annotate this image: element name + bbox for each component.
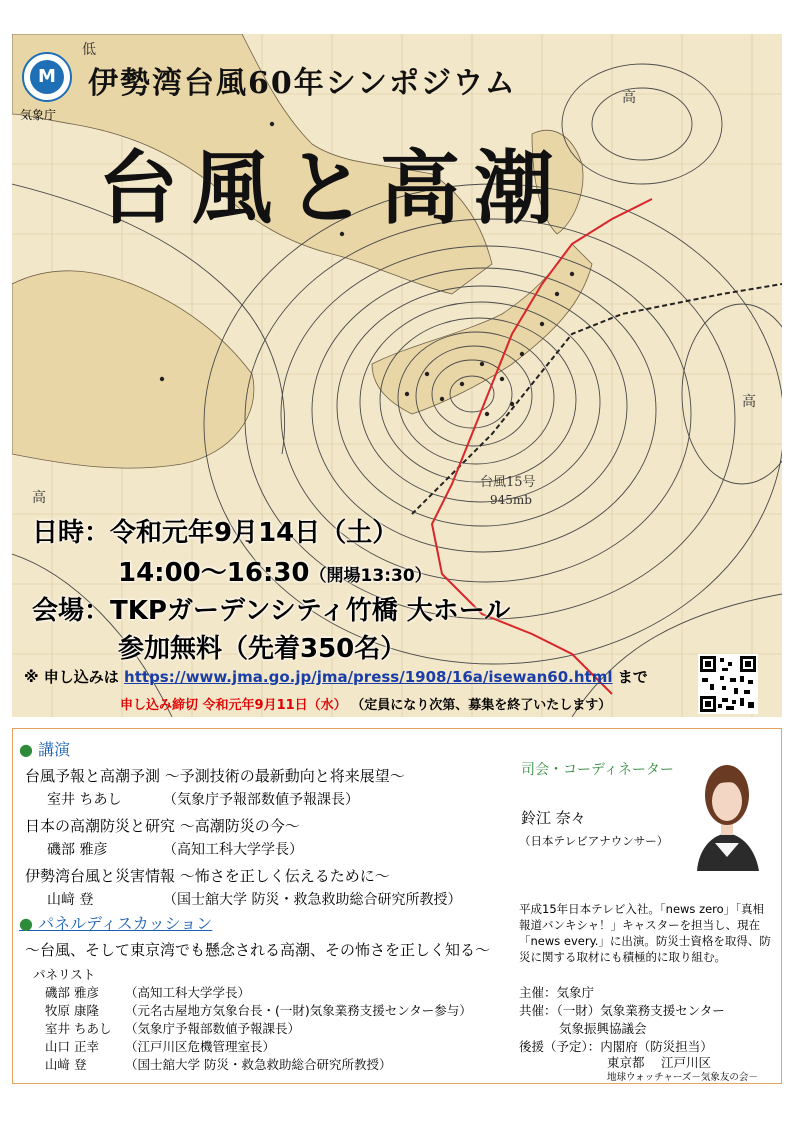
lecture-3-title: 伊勢湾台風と災害情報 〜怖さを正しく伝えるために〜 <box>25 867 390 885</box>
qr-code-icon <box>700 656 756 712</box>
map-label-high-3: 高 <box>32 490 46 506</box>
lectures-heading <box>19 737 70 760</box>
panelist-1-affiliation: （高知工科大学学長） <box>125 985 251 1000</box>
coordinator-affiliation: （日本テレビアナウンサー） <box>519 834 669 848</box>
symposium-subtitle: 伊勢湾台風60年シンポジウム <box>88 66 517 101</box>
organizer-support-1: 後援（予定）：内閣府（防災担当） <box>519 1039 713 1054</box>
lecture-1-title: 台風予報と高潮予測 〜予測技術の最新動向と将来展望〜 <box>25 767 405 785</box>
map-label-typhoon: 台風15号 <box>480 475 536 490</box>
application-link[interactable]: https://www.jma.go.jp/jma/press/1908/16a/isewan60.html <box>124 668 613 686</box>
jma-logo <box>22 52 72 102</box>
jma-logo-mark: M <box>30 60 64 94</box>
organizer-support-2: 東京都 江戸川区 <box>607 1055 711 1070</box>
event-fee: 参加無料（先着350名） <box>118 634 407 664</box>
application-line <box>24 666 648 687</box>
lecture-1-affiliation: （気象庁予報部数値予報課長） <box>163 792 359 808</box>
lecture-3-speaker: 山﨑 登 <box>47 892 94 908</box>
panel-heading <box>19 911 212 934</box>
symposium-title: 台風と高潮 <box>98 141 568 235</box>
lecture-3-affiliation: （国士舘大学 防災・救急救助総合研究所教授） <box>163 892 462 908</box>
organizer-support-3: 地球ウォッチャーズ－気象友の会－ <box>607 1072 758 1083</box>
coordinator-label: 司会・コーディネーター <box>521 762 674 778</box>
panel-heading-text: パネルディスカッション <box>38 914 213 933</box>
event-doors-open: （開場13:30） <box>309 566 432 586</box>
coordinator-bio-line-1: 平成15年日本テレビ入社。「news zero」「真相 <box>519 902 764 916</box>
hero-weather-map <box>12 34 782 717</box>
panelist-3-affiliation: （気象庁予報部数値予報課長） <box>125 1021 301 1036</box>
panelist-5-affiliation: （国士舘大学 防災・救急救助総合研究所教授） <box>125 1057 392 1072</box>
panelist-4-affiliation: （江戸川区危機管理室長） <box>125 1039 276 1054</box>
lecture-2-title: 日本の高潮防災と研究 〜高潮防災の今〜 <box>25 817 300 835</box>
lecture-2-affiliation: （高知工科大学学長） <box>163 842 303 858</box>
event-date: 日時：令和元年9月14日（土） <box>32 518 399 548</box>
event-venue: 会場：TKPガーデンシティ竹橋 大ホール <box>32 596 511 626</box>
program-panel <box>12 728 782 1084</box>
bullet-icon: ● <box>19 914 33 933</box>
panelist-4-name: 山口 正幸 <box>45 1039 99 1054</box>
panelist-2-affiliation: （元名古屋地方気象台長・(一財)気象業務支援センター参与） <box>125 1003 472 1018</box>
qr-code[interactable] <box>698 654 758 714</box>
deadline-line <box>120 694 611 713</box>
coordinator-bio-line-4: 災に関する取材にも積極的に取り組む。 <box>519 950 726 964</box>
panelist-5-name: 山﨑 登 <box>45 1057 87 1072</box>
coordinator-bio-line-3: 「news every.」に出演。防災士資格を取得、防 <box>519 934 771 948</box>
panel-theme: 〜台風、そして東京湾でも懸念される高潮、その怖さを正しく知る〜 <box>25 941 491 959</box>
map-label-high-1: 高 <box>622 90 636 106</box>
lecture-1-speaker: 室井 ちあし <box>47 792 122 808</box>
bullet-icon: ● <box>19 740 33 759</box>
organizer-cohost-1: 共催：（一財）気象業務支援センター <box>519 1003 725 1018</box>
deadline-note: （定員になり次第、募集を終了いたします） <box>351 698 612 713</box>
coordinator-photo <box>679 747 775 871</box>
event-time: 14:00〜16:30 <box>118 558 310 588</box>
coordinator-name: 鈴江 奈々 <box>521 809 586 827</box>
panelist-3-name: 室井 ちあし <box>45 1021 112 1036</box>
lecture-2-speaker: 磯部 雅彦 <box>47 842 108 858</box>
deadline-date: 申し込み締切 令和元年9月11日（水） <box>120 698 347 713</box>
apply-suffix: まで <box>617 668 648 686</box>
panelist-1-name: 磯部 雅彦 <box>45 985 99 1000</box>
coordinator-bio-line-2: 報道バンキシャ！」キャスターを担当し、現在 <box>519 918 761 932</box>
lectures-heading-text: 講演 <box>38 740 71 759</box>
apply-prefix: ※ 申し込みは <box>24 668 119 686</box>
agency-name: 気象庁 <box>20 108 57 122</box>
map-label-pressure: 945mb <box>490 493 532 507</box>
organizer-host: 主催：気象庁 <box>519 985 595 1000</box>
panelists-label: パネリスト <box>33 967 96 982</box>
map-label-low: 低 <box>82 42 96 58</box>
map-label-high-2: 高 <box>742 394 756 410</box>
panelist-2-name: 牧原 康隆 <box>45 1003 99 1018</box>
organizer-cohost-2: 気象振興協議会 <box>559 1021 647 1036</box>
event-time-row <box>118 552 432 589</box>
